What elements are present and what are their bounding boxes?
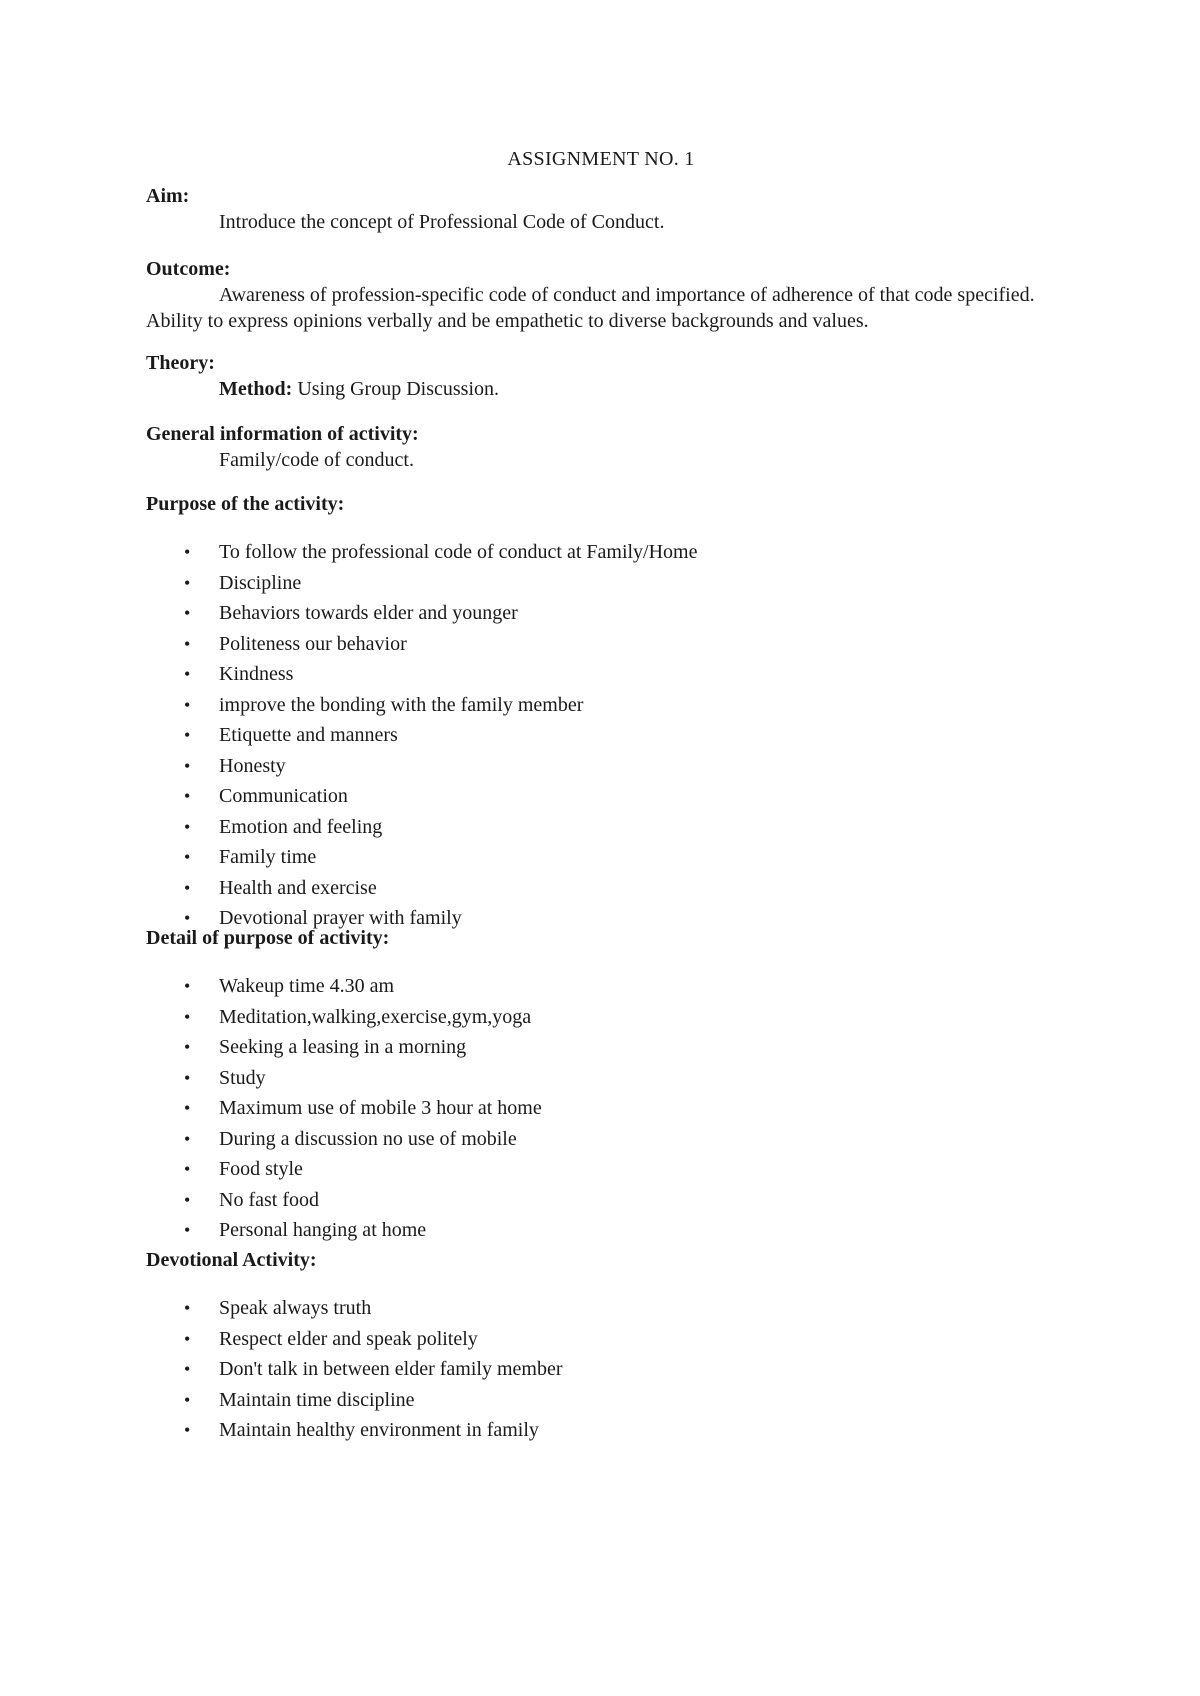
list-item (146, 1215, 1056, 1246)
aim-text: Introduce the concept of Professional Code of Conduct. (219, 211, 665, 233)
detail-list (146, 971, 1056, 1246)
bullet-icon: • (184, 1220, 191, 1240)
bullet-icon: • (184, 816, 191, 837)
method-text: Using Group Discussion. (292, 378, 499, 400)
bullet-icon: • (184, 1128, 191, 1149)
purpose-heading: Purpose of the activity: (146, 493, 345, 515)
list-item-text: Wakeup time 4.30 am (219, 975, 395, 997)
outcome-heading: Outcome: (146, 258, 231, 280)
list-item-text: No fast food (219, 1188, 319, 1211)
purpose-section (146, 491, 1056, 517)
list-item-text: Maintain healthy environment in family (219, 1419, 539, 1441)
list-item (146, 1185, 1056, 1216)
list-item-text: Family time (219, 846, 317, 868)
list-item (146, 568, 1056, 599)
list-item-text: Meditation,walking,exercise,gym,yoga (219, 1005, 532, 1028)
bullet-icon: • (184, 1159, 191, 1179)
bullet-icon: • (184, 1098, 191, 1118)
bullet-icon: • (184, 572, 191, 593)
list-item-text: improve the bonding with the family member (219, 693, 584, 716)
devotional-section (146, 1247, 1056, 1273)
list-item (146, 751, 1056, 782)
list-item-text: During a discussion no use of mobile (219, 1127, 517, 1150)
bullet-icon: • (184, 1067, 191, 1088)
list-item (146, 720, 1056, 751)
theory-section (146, 350, 1056, 402)
list-item (146, 1002, 1056, 1033)
outcome-text: Awareness of profession-specific code of conduct and importance of adherence of that code specified. Ability to express opinions verbally and be empathetic to diverse backgrounds and values. (146, 284, 1035, 332)
list-item (146, 629, 1056, 660)
devotional-list (146, 1293, 1056, 1446)
bullet-icon: • (184, 976, 191, 996)
list-item (146, 842, 1056, 873)
list-item (146, 1324, 1056, 1355)
list-item-text: Honesty (219, 754, 286, 777)
list-item (146, 537, 1056, 568)
bullet-icon: • (184, 908, 191, 928)
bullet-icon: • (184, 1389, 191, 1410)
bullet-icon: • (184, 603, 191, 623)
bullet-icon: • (184, 664, 191, 684)
list-item (146, 1154, 1056, 1185)
bullet-icon: • (184, 1037, 191, 1057)
list-item-text: Maintain time discipline (219, 1388, 415, 1411)
list-item (146, 873, 1056, 904)
list-item (146, 1063, 1056, 1094)
list-item-text: Etiquette and manners (219, 724, 398, 746)
bullet-icon: • (184, 1359, 191, 1379)
theory-heading: Theory: (146, 352, 215, 374)
general-info-heading: General information of activity: (146, 423, 419, 445)
list-item (146, 690, 1056, 721)
list-item-text: Communication (219, 785, 348, 807)
list-item (146, 812, 1056, 843)
method-label: Method: (219, 378, 293, 400)
list-item-text: Seeking a leasing in a morning (219, 1036, 467, 1058)
bullet-icon: • (184, 1328, 191, 1349)
bullet-icon: • (184, 847, 191, 867)
outcome-section (146, 256, 1056, 334)
list-item (146, 781, 1056, 812)
list-item (146, 971, 1056, 1002)
list-item-text: Devotional prayer with family (219, 907, 462, 929)
bullet-icon: • (184, 694, 191, 715)
list-item (146, 1124, 1056, 1155)
list-item-text: Discipline (219, 571, 302, 594)
devotional-list-wrap (146, 1293, 1056, 1446)
list-item-text: Don't talk in between elder family member (219, 1358, 563, 1380)
bullet-icon: • (184, 725, 191, 745)
general-info-section (146, 421, 1056, 473)
list-item-text: Politeness our behavior (219, 632, 407, 655)
list-item (146, 1385, 1056, 1416)
list-item-text: Health and exercise (219, 876, 377, 899)
list-item-text: To follow the professional code of conduct at Family/Home (219, 541, 698, 563)
list-item-text: Behaviors towards elder and younger (219, 602, 518, 624)
method-line (146, 376, 1056, 402)
detail-section (146, 925, 1056, 951)
list-item-text: Personal hanging at home (219, 1219, 427, 1241)
detail-list-wrap (146, 971, 1056, 1246)
bullet-icon: • (184, 633, 191, 654)
bullet-icon: • (184, 786, 191, 806)
aim-section (146, 183, 1056, 235)
bullet-icon: • (184, 1189, 191, 1210)
list-item-text: Speak always truth (219, 1297, 372, 1319)
bullet-icon: • (184, 1298, 191, 1318)
list-item-text: Kindness (219, 663, 294, 685)
list-item-text: Maximum use of mobile 3 hour at home (219, 1097, 542, 1119)
aim-heading: Aim: (146, 185, 190, 207)
bullet-icon: • (184, 877, 191, 898)
bullet-icon: • (184, 1006, 191, 1027)
devotional-heading: Devotional Activity: (146, 1249, 317, 1271)
bullet-icon: • (184, 1420, 191, 1440)
purpose-list-wrap (146, 537, 1056, 934)
page-title: ASSIGNMENT NO. 1 (507, 148, 695, 170)
list-item (146, 1293, 1056, 1324)
list-item (146, 1093, 1056, 1124)
list-item (146, 1415, 1056, 1446)
list-item (146, 1354, 1056, 1385)
bullet-icon: • (184, 755, 191, 776)
list-item-text: Respect elder and speak politely (219, 1327, 478, 1350)
bullet-icon: • (184, 542, 191, 562)
list-item (146, 1032, 1056, 1063)
list-item-text: Food style (219, 1158, 303, 1180)
purpose-list (146, 537, 1056, 934)
general-info-text: Family/code of conduct. (219, 449, 414, 471)
detail-heading: Detail of purpose of activity: (146, 927, 390, 949)
list-item (146, 598, 1056, 629)
list-item-text: Emotion and feeling (219, 815, 383, 838)
list-item (146, 659, 1056, 690)
list-item-text: Study (219, 1066, 266, 1089)
